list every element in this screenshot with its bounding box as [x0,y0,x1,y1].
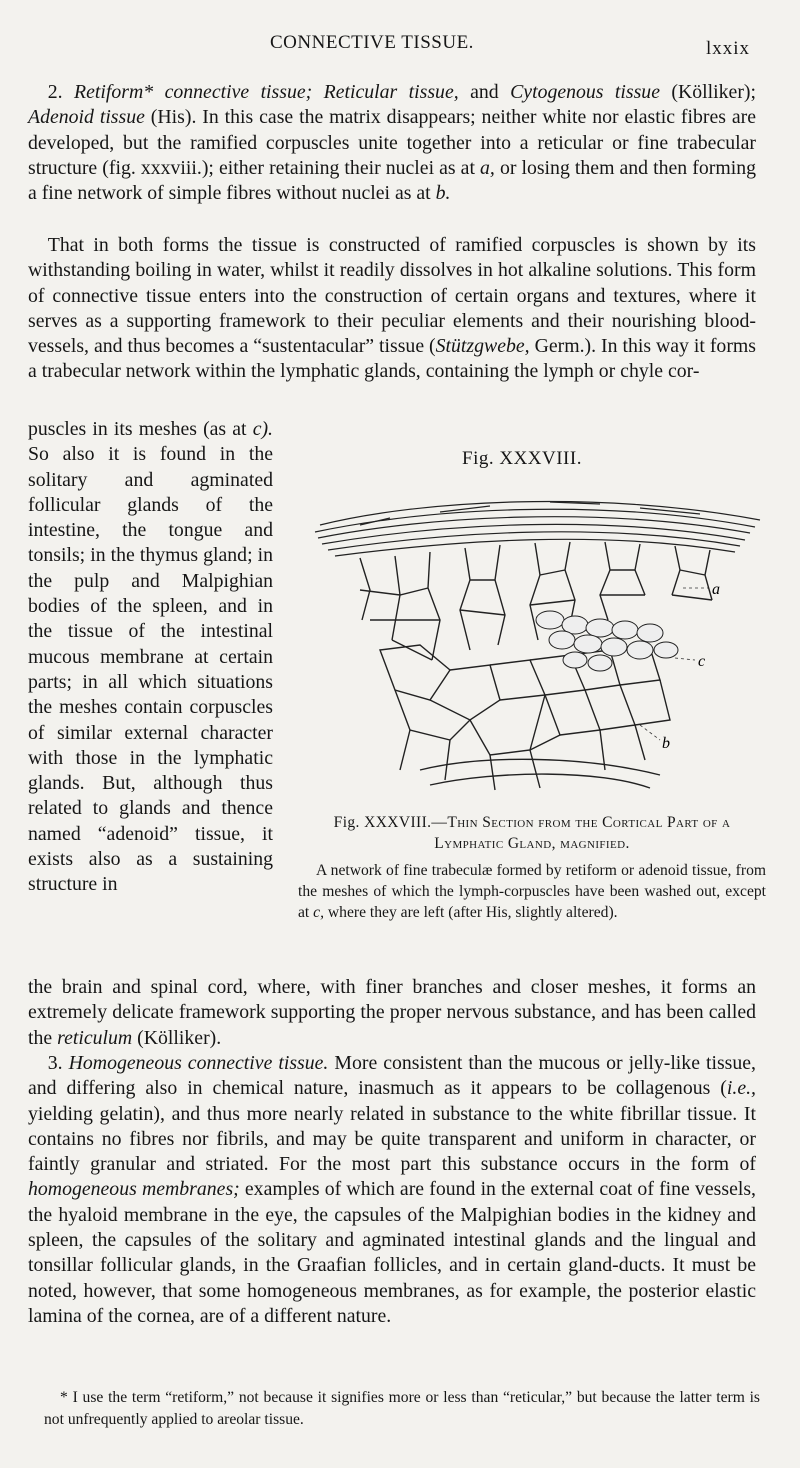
body-text: puscles in its meshes (as at [28,418,247,440]
paragraph-retiform-tissue [28,80,756,206]
figure-letter-b: b [662,735,670,752]
footnote: * I use the term “retiform,” not because it signifies more or less than “reticular,” but because the latter term is not unfrequently applied to areolar tissue. [44,1389,760,1428]
term-homogeneous: Homogeneous connective tissue. [68,1052,329,1074]
term-ie: i.e., [726,1077,756,1100]
term-retiform: Retiform* connective tissue; [74,81,313,103]
ref-letter-b: b. [435,182,451,205]
ref-letter-c: c). [252,418,273,440]
running-title: CONNECTIVE TISSUE. [270,32,474,53]
running-header [0,32,800,62]
paragraph-ramified-corpuscles [28,233,756,385]
author-koelliker: (Kölliker); [671,81,756,103]
body-text: or losing them and then forming a fine network of simple fibres without nuclei as at [28,156,756,205]
conjunction: and [470,81,499,103]
caption-prefix: Fig. XXXVIII.— [333,814,448,831]
caption-text: A network of fine trabeculæ formed by retiform or adenoid tissue, from the meshes of which the lymph-corpuscles have been washed out, except at [298,862,766,921]
body-text: (His). In this case the matrix disappears; neither white nor elastic fibres are developed, but the ramified corpuscles unite together into a reticular or fine trabecular structure (fig. xxxviii.); either retaining their nuclei as at [28,106,756,179]
term-cytogenous: Cytogenous tissue [510,81,660,103]
body-text: the brain and spinal cord, where, with finer branches and closer meshes, it forms an extremely delicate framework supporting the proper nervous substance, and has been called the [28,976,756,1049]
term-reticular: Reticular tissue, [323,81,459,103]
figure-letter-a: a [712,581,720,598]
term-adenoid: Adenoid tissue [28,106,145,129]
figure-letter-c: c [698,653,706,670]
body-text: (Kölliker). [137,1026,222,1049]
caption-body [298,860,766,923]
section-number: 3. [47,1052,63,1074]
caption-ref-c: c, [313,904,324,921]
caption-text: where they are left (after His, slightly altered). [327,904,618,921]
text-column-left [28,417,273,898]
page-number: lxxix [706,38,751,59]
body-text: More consistent than the mucous or jelly-like tissue, and differing also in chemical nature, inasmuch as it appears to be collagenous ( [28,1052,756,1100]
paragraph-brain-spinal-cord [28,975,756,1051]
body-text: examples of which are found in the external coat of fine vessels, the hyaloid membrane in the eye, the capsules of the Malpighian bodies in the kidney and spleen, the capsules of the solitary and agminated intestinal glands and the lingual and tonsillar follicular glands, in the Graafian follicles, and in certain gland-ducts. It must be noted, however, that some homogeneous membranes, as for example, the posterior elastic lamina of the cornea, are of a different nature. [28,1178,756,1327]
body-text: That in both forms the tissue is constructed of ramified corpuscles is shown by its withstanding boiling in water, whilst it readily dissolves in hot alkaline solutions. This form of connective tissue enters into the construction of certain organs and textures, where it serves as a supporting framework to their peculiar elements and their nourishing blood-vessels, and thus becomes a “sustentacular” tissue ( [28,234,756,358]
body-text: So also it is found in the solitary and agminated follicular glands of the intestine, the tongue and tonsils; in the thymus gland; in the pulp and Malpighian bodies of the spleen, and in the tissue of the intestinal mucous membrane at certain parts; in all which situations the meshes contain corpuscles of similar external character with those in the lymphatic glands. But, although thus related to glands and thence named “adenoid” tissue, it exists also as a sustaining structure in [28,443,273,896]
lymphatic-gland-illustration [300,470,770,805]
figure-label: Fig. XXXVIII. [462,448,582,469]
body-text: yielding gelatin), and thus more nearly related in substance to the white fibrillar tissue. It contains no fibres nor fibrils, and may be quite transparent and uniform in character, or faintly granular and striated. For the most part this substance occurs in the form of [28,1102,756,1176]
term-stuetzgewebe: Stützgwebe, [435,335,530,358]
ref-letter-a: a, [480,156,495,179]
section-number: 2. [47,81,63,103]
term-reticulum: reticulum [57,1026,133,1049]
figure-caption [298,812,766,923]
caption-title [298,812,766,854]
body-text: Germ.). In this way it forms a trabecular network within the lymphatic glands, containing the lymph or chyle cor- [28,335,756,383]
paragraph-homogeneous-tissue [28,1051,756,1329]
caption-title-text: Thin Section from the Cortical Part of a Lymphatic Gland, magnified. [434,814,731,852]
term-homogeneous-membranes: homogeneous membranes; [28,1178,240,1201]
